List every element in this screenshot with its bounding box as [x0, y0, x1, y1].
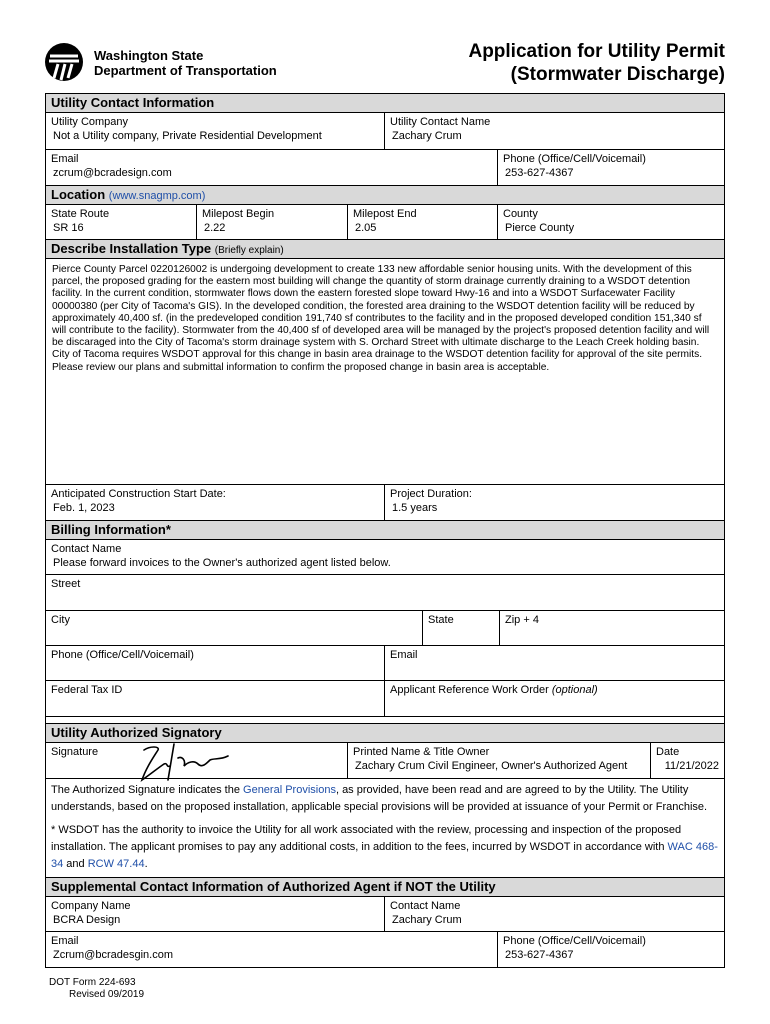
billing-contact-label: Contact Name	[51, 543, 122, 555]
provisions-text-2: , as provided, have been read and are agreed to by the Utility. The Utility understands, based on the proposed installation, applicable special provisions will be provided at issuance of your Permit or Franchise.	[51, 784, 708, 813]
printed-name-field[interactable]: Zachary Crum Civil Engineer, Owner's Authorized Agent	[355, 760, 628, 772]
duration-label: Project Duration:	[390, 488, 472, 500]
optional-note: (optional)	[551, 684, 598, 696]
permit-form	[45, 93, 725, 968]
section-installation	[46, 240, 724, 259]
agency-name-line1: Washington State	[94, 48, 204, 63]
utility-contact-name-label: Utility Contact Name	[390, 116, 491, 128]
milepost-begin-label: Milepost Begin	[202, 208, 275, 220]
invoice-authority-paragraph	[46, 819, 724, 878]
zip-label: Zip + 4	[505, 614, 539, 626]
utility-company-label: Utility Company	[51, 116, 129, 128]
form-number: DOT Form 224-693	[49, 977, 136, 988]
wsdot-logo-icon	[44, 42, 84, 82]
phone-label: Phone (Office/Cell/Voicemail)	[503, 153, 646, 165]
state-label: State	[428, 614, 454, 626]
date-field[interactable]: 11/21/2022	[664, 760, 719, 772]
billing-contact-field[interactable]: Please forward invoices to the Owner's authorized agent listed below.	[53, 557, 391, 569]
date-label: Date	[656, 746, 680, 758]
utility-company-field[interactable]: Not a Utility company, Private Residential Development	[53, 130, 322, 142]
federal-tax-id-label: Federal Tax ID	[51, 684, 123, 696]
email-label: Email	[51, 153, 79, 165]
reference-work-order-text: Applicant Reference Work Order	[390, 684, 549, 696]
authority-text-1: * WSDOT has the authority to invoice the Utility for all work associated with the review, processing and inspection of the proposed installation. The applicant promises to pay any additional costs, in addition to the fees, incurred by WSDOT in accordance with	[51, 824, 682, 853]
city-label: City	[51, 614, 70, 626]
duration-field[interactable]: 1.5 years	[392, 502, 438, 514]
section-signatory: Utility Authorized Signatory	[46, 724, 724, 743]
state-route-field[interactable]: SR 16	[53, 222, 84, 234]
general-provisions-link[interactable]: General Provisions	[243, 784, 336, 796]
wac-link[interactable]: WAC 468-34	[51, 841, 718, 870]
provisions-text-1: The Authorized Signature indicates the	[51, 784, 244, 796]
reference-work-order-label	[390, 683, 719, 697]
authority-text-and: and	[63, 858, 88, 870]
handwritten-signature	[98, 738, 238, 786]
agent-phone-label: Phone (Office/Cell/Voicemail)	[503, 935, 646, 947]
form-title-line2: (Stormwater Discharge)	[510, 64, 725, 85]
state-route-label: State Route	[51, 208, 110, 220]
snagmp-link[interactable]: (www.snagmp.com)	[108, 190, 206, 202]
agent-email-field[interactable]: Zcrum@bcradesgin.com	[53, 949, 173, 961]
form-title-line1: Application for Utility Permit	[468, 41, 725, 62]
signature-label: Signature	[51, 746, 99, 758]
wsdot-logo	[44, 40, 294, 84]
utility-contact-name-field[interactable]: Zachary Crum	[392, 130, 462, 142]
agency-name-line2: Department of Transportation	[94, 63, 277, 78]
agent-contact-label: Contact Name	[390, 900, 461, 912]
section-location	[46, 186, 724, 205]
billing-email-label: Email	[390, 649, 418, 661]
rcw-link[interactable]: RCW 47.44	[87, 858, 145, 870]
billing-phone-label: Phone (Office/Cell/Voicemail)	[51, 649, 194, 661]
agent-phone-field[interactable]: 253-627-4367	[505, 949, 574, 961]
email-field[interactable]: zcrum@bcradesign.com	[53, 167, 172, 179]
street-label: Street	[51, 578, 81, 590]
start-date-field[interactable]: Feb. 1, 2023	[53, 502, 115, 514]
location-title: Location	[51, 187, 106, 202]
form-title	[468, 40, 725, 86]
form-footer	[49, 977, 144, 1001]
installation-description-field[interactable]: Pierce County Parcel 0220126002 is undergoing development to create 133 new affordable senior housing units. With the development of this parcel, the proposed grading for the eastern most building will change the quantity of storm drainage currently draining to a WSDOT detention facility. In the current condition, stormwater flows down the eastern forested slope toward Hwy-16 and into a WSDOT Surfacewater Facility 00000380 (per City of Tacoma's GIS). In the developed condition, the forested area draining to the WSDOT detention facility will be reduced by approximately 40,400 sf. (in the predeveloped condition 191,740 sf contributes to the facility and in the proposed developed condition 151,340 sf will contribute to the facility). Stormwater from the 40,400 sf of developed area will be managed by the project's proposed detention facility and will be discaraged into the City of Tacoma's storm drainage system with S. Orchard Street with ultimate discharge to the Leach Creek holding basin. City of Tacoma requires WSDOT approval for this change in basin area drainage to the WSDOT detention facility for approval of the site permits. Please review our plans and submittal information to confirm the proposed change in basin area is acceptable.	[46, 259, 724, 485]
section-utility-contact: Utility Contact Information	[46, 94, 724, 113]
milepost-end-label: Milepost End	[353, 208, 417, 220]
milepost-begin-field[interactable]: 2.22	[204, 222, 226, 234]
milepost-end-field[interactable]: 2.05	[355, 222, 377, 234]
printed-name-label: Printed Name & Title Owner	[353, 746, 490, 758]
county-field[interactable]: Pierce County	[505, 222, 575, 234]
agent-company-label: Company Name	[51, 900, 131, 912]
phone-field[interactable]: 253-627-4367	[505, 167, 574, 179]
authority-text-end: .	[144, 858, 148, 870]
installation-title: Describe Installation Type	[51, 241, 212, 256]
agent-company-field[interactable]: BCRA Design	[53, 914, 121, 926]
start-date-label: Anticipated Construction Start Date:	[51, 488, 226, 500]
agent-email-label: Email	[51, 935, 79, 947]
section-billing: Billing Information*	[46, 521, 724, 540]
county-label: County	[503, 208, 538, 220]
section-supplemental: Supplemental Contact Information of Authorized Agent if NOT the Utility	[46, 878, 724, 897]
installation-hint: (Briefly explain)	[214, 245, 284, 256]
agent-contact-field[interactable]: Zachary Crum	[392, 914, 462, 926]
form-revision: Revised 09/2019	[69, 989, 145, 1000]
